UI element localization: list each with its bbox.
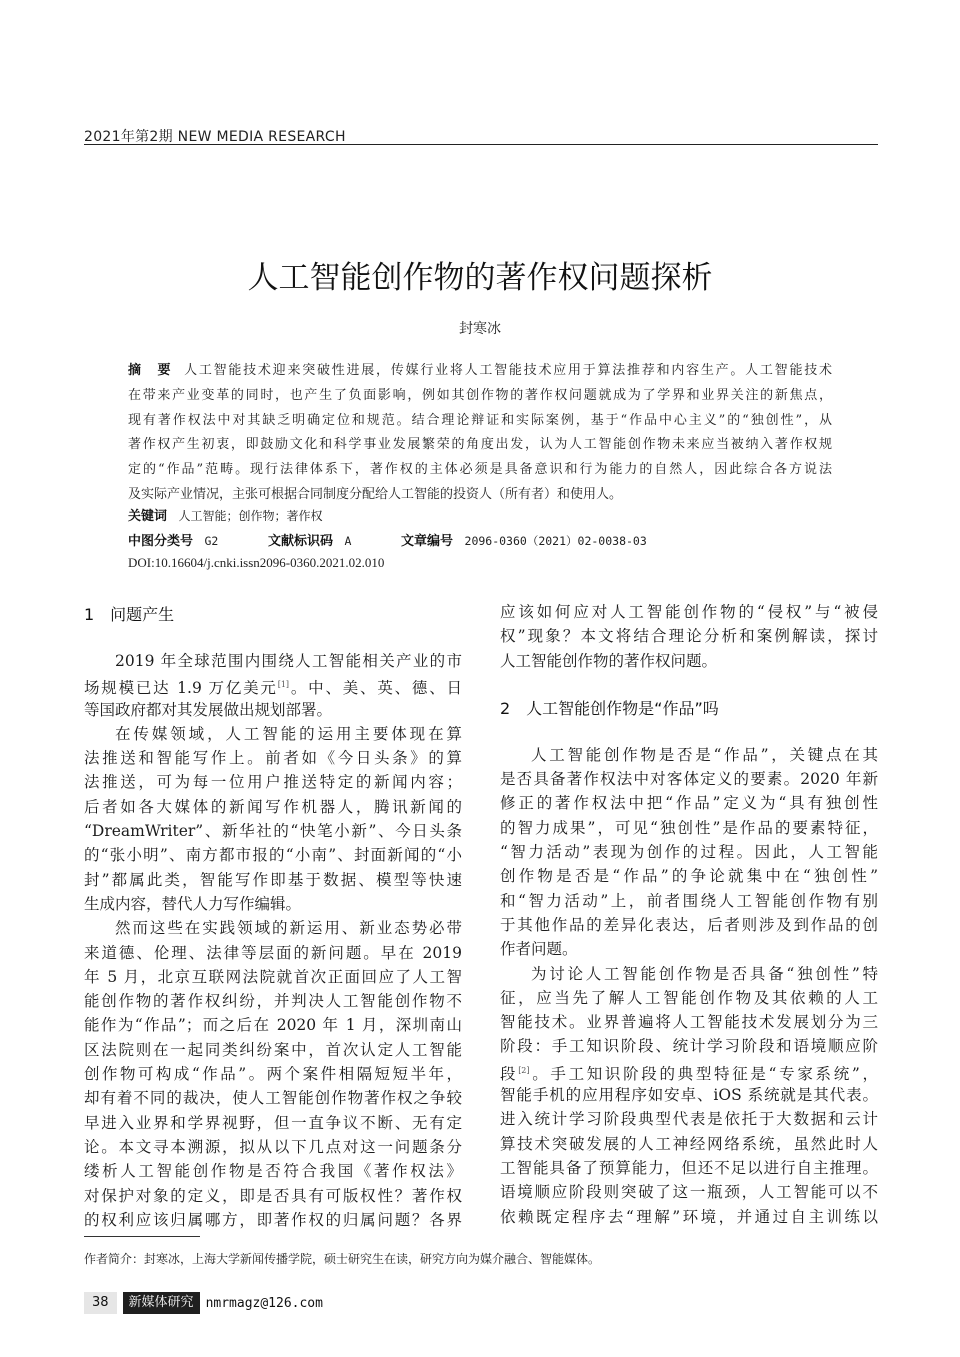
footnote-rule <box>84 1236 200 1237</box>
text-line: 封”都属此类，智能写作即基于数据、模型等快速 <box>84 870 462 889</box>
text-line: “DreamWriter”、新华社的“快笔小新”、今日头条 <box>84 822 462 841</box>
journal-name-badge: 新媒体研究 <box>123 1292 200 1314</box>
text-line: 和“智力活动”上，前者围绕人工智能创作物有别 <box>500 891 878 910</box>
text-line: 智能手机的应用程序如安卓、iOS 系统就是其代表。 <box>500 1086 878 1105</box>
doc-code-value: A <box>344 534 352 548</box>
doc-code-label: 文献标识码 <box>267 534 333 549</box>
section-heading-2: 2 人工智能创作物是“作品”吗 <box>500 698 719 718</box>
text-line: 等国政府都对其发展做出规划部署。 <box>84 700 333 719</box>
keywords-value: 人工智能；创作物；著作权 <box>178 509 323 523</box>
text-line: 创作物是否是“作品”的争论就集中在“独创性” <box>500 867 878 886</box>
text-line: 语境顺应阶段则突破了这一瓶颈，人工智能可以不 <box>500 1183 878 1202</box>
abstract-line: 著作权产生初衷，即鼓励文化和科学事业发展繁荣的角度出发，认为人工智能创作物未来应当被纳入著作权规 <box>128 437 832 453</box>
text-line: 工智能具备了预算能力，但还不足以进行自主推理。 <box>500 1158 878 1177</box>
author-footnote: 作者简介：封寒冰，上海大学新闻传播学院，硕士研究生在读，研究方向为媒介融合、智能媒体。 <box>84 1252 601 1266</box>
header-rule <box>84 144 878 145</box>
text-line: 年 5 月，北京互联网法院就首次正面回应了人工智 <box>84 967 462 986</box>
section-heading-1: 1 问题产生 <box>84 605 175 624</box>
text-line: 生成内容，替代人力写作编辑。 <box>84 894 302 913</box>
text-line: 应该如何应对人工智能创作物的“侵权”与“被侵 <box>500 603 878 621</box>
running-header: 2021年第2期 NEW MEDIA RESEARCH <box>84 129 346 145</box>
text-line: 能创作物的著作权纠纷，并判决人工智能创作物不 <box>84 992 462 1011</box>
article-number-label: 文章编号 <box>401 534 454 549</box>
text-line: 智能技术。业界普遍将人工智能技术发展划分为三 <box>500 1013 878 1032</box>
text-line: 缕析人工智能创作物是否符合我国《著作权法》 <box>84 1162 462 1181</box>
text-line: “智力活动”表现为创作的过程。因此，人工智能 <box>500 843 878 862</box>
keywords-row <box>128 505 832 524</box>
text-line: 早进入业界和学界视野，但一直争议不断、无有定 <box>84 1113 462 1132</box>
text-line: 段[2]。手工知识阶段的典型特征是“专家系统”， <box>500 1064 878 1083</box>
keywords-label: 关键词 <box>128 509 168 524</box>
text-line: 法推送，可为每一位用户推送特定的新闻内容； <box>84 773 462 792</box>
text-line: 场规模已达 1.9 万亿美元[1]。中、美、英、德、日 <box>84 679 462 698</box>
abstract-line: 摘 要 人工智能技术迎来突破性进展，传媒行业将人工智能技术应用于算法推荐和内容生产。人工智能技术 <box>128 363 832 378</box>
author-name: 封寒冰 <box>459 321 501 337</box>
text-line: 对保护对象的定义，即是否具有可版权性？著作权 <box>84 1186 462 1205</box>
abstract <box>128 359 832 508</box>
page-number: 38 <box>84 1292 117 1314</box>
text-line: 论。本文寻本溯源，拟从以下几点对这一问题条分 <box>84 1137 462 1156</box>
abstract-line: 现有著作权法中对其缺乏明确定位和规范。结合理论辩证和实际案例，基于“作品中心主义”的“独创性”，从 <box>128 412 832 428</box>
clc-label: 中图分类号 <box>128 534 194 549</box>
abstract-label: 摘 要 <box>128 363 173 378</box>
text-line: 人工智能创作物是否是“作品”，关键点在其 <box>531 745 878 764</box>
journal-email[interactable]: nmrmagz@126.com <box>205 1295 323 1311</box>
text-line: 2019 年全球范围内围绕人工智能相关产业的市 <box>115 652 462 670</box>
text-line: 于其他作品的差异化表达，后者则涉及到作品的创 <box>500 915 878 934</box>
text-line: 人工智能创作物的著作权问题。 <box>500 651 718 670</box>
text-line: 在传媒领域，人工智能的运用主要体现在算 <box>115 724 462 743</box>
text-line: 算技术突破发展的人工神经网络系统，虽然此时人 <box>500 1134 878 1153</box>
text-line: 的权利应该归属哪方，即著作权的归属问题？各界 <box>84 1210 462 1229</box>
text-line: 阶段：手工知识阶段、统计学习阶段和语境顺应阶 <box>500 1037 878 1056</box>
abstract-line: 在带来产业变革的同时，也产生了负面影响，例如其创作物的著作权问题就成为了学界和业界关注的新焦点， <box>128 387 832 403</box>
text-line: 是否具备著作权法中对客体定义的要素。2020 年新 <box>500 770 878 789</box>
doi: DOI:10.16604/j.cnki.issn2096-0360.2021.02.010 <box>128 555 385 570</box>
text-line: 作者问题。 <box>500 940 578 959</box>
citation-ref[interactable]: [2] <box>518 1065 530 1075</box>
text-line: 后者如各大媒体的新闻写作机器人，腾讯新闻的 <box>84 797 462 816</box>
text-line: 修正的著作权法中把“作品”定义为“具有独创性 <box>500 794 878 813</box>
text-line: 进入统计学习阶段典型代表是依托于大数据和云计 <box>500 1110 878 1129</box>
text-line: 区法院则在一起同类纠纷案中，首次认定人工智能 <box>84 1040 462 1059</box>
text-line: 依赖既定程序去“理解”环境，并通过自主训练以 <box>500 1207 878 1226</box>
right-column <box>500 600 878 1229</box>
text-line: 征，应当先了解人工智能创作物及其依赖的人工 <box>500 988 878 1007</box>
abstract-line: 及实际产业情况，主张可根据合同制度分配给人工智能的投资人（所有者）和使用人。 <box>128 486 623 502</box>
article-title: 人工智能创作物的著作权问题探析 <box>247 260 713 296</box>
abstract-line: 定的“作品”范畴。现行法律体系下，著作权的主体必须是具备意识和行为能力的自然人，因此综合各方说法 <box>128 462 832 478</box>
text-line: 却有着不同的裁决，使人工智能创作物著作权之争较 <box>84 1089 462 1108</box>
clc-value: G2 <box>204 534 219 548</box>
citation-ref[interactable]: [1] <box>277 680 290 690</box>
text-line: 为讨论人工智能创作物是否具备“独创性”特 <box>531 964 878 983</box>
left-column <box>84 603 462 1232</box>
text-line: 然而这些在实践领域的新运用、新业态势必带 <box>115 919 462 938</box>
text-line: 能作为“作品”；而之后在 2020 年 1 月，深圳南山 <box>84 1016 462 1035</box>
text-line: 来道德、伦理、法律等层面的新问题。早在 2019 <box>84 943 462 962</box>
text-line: 的“张小明”、南方都市报的“小南”、封面新闻的“小 <box>84 846 462 865</box>
page-footer <box>84 1292 323 1314</box>
text-line: 的智力成果”，可见“独创性”是作品的要素特征， <box>500 818 878 837</box>
text-line: 法推送和智能写作上。前者如《今日头条》的算 <box>84 749 462 768</box>
text-line: 权”现象？本文将结合理论分析和案例解读，探讨 <box>500 627 878 646</box>
classification-row <box>128 530 832 549</box>
article-number-value: 2096-0360（2021）02-0038-03 <box>464 534 647 548</box>
text-line: 创作物可构成“作品”。两个案件相隔短短半年， <box>84 1065 462 1084</box>
